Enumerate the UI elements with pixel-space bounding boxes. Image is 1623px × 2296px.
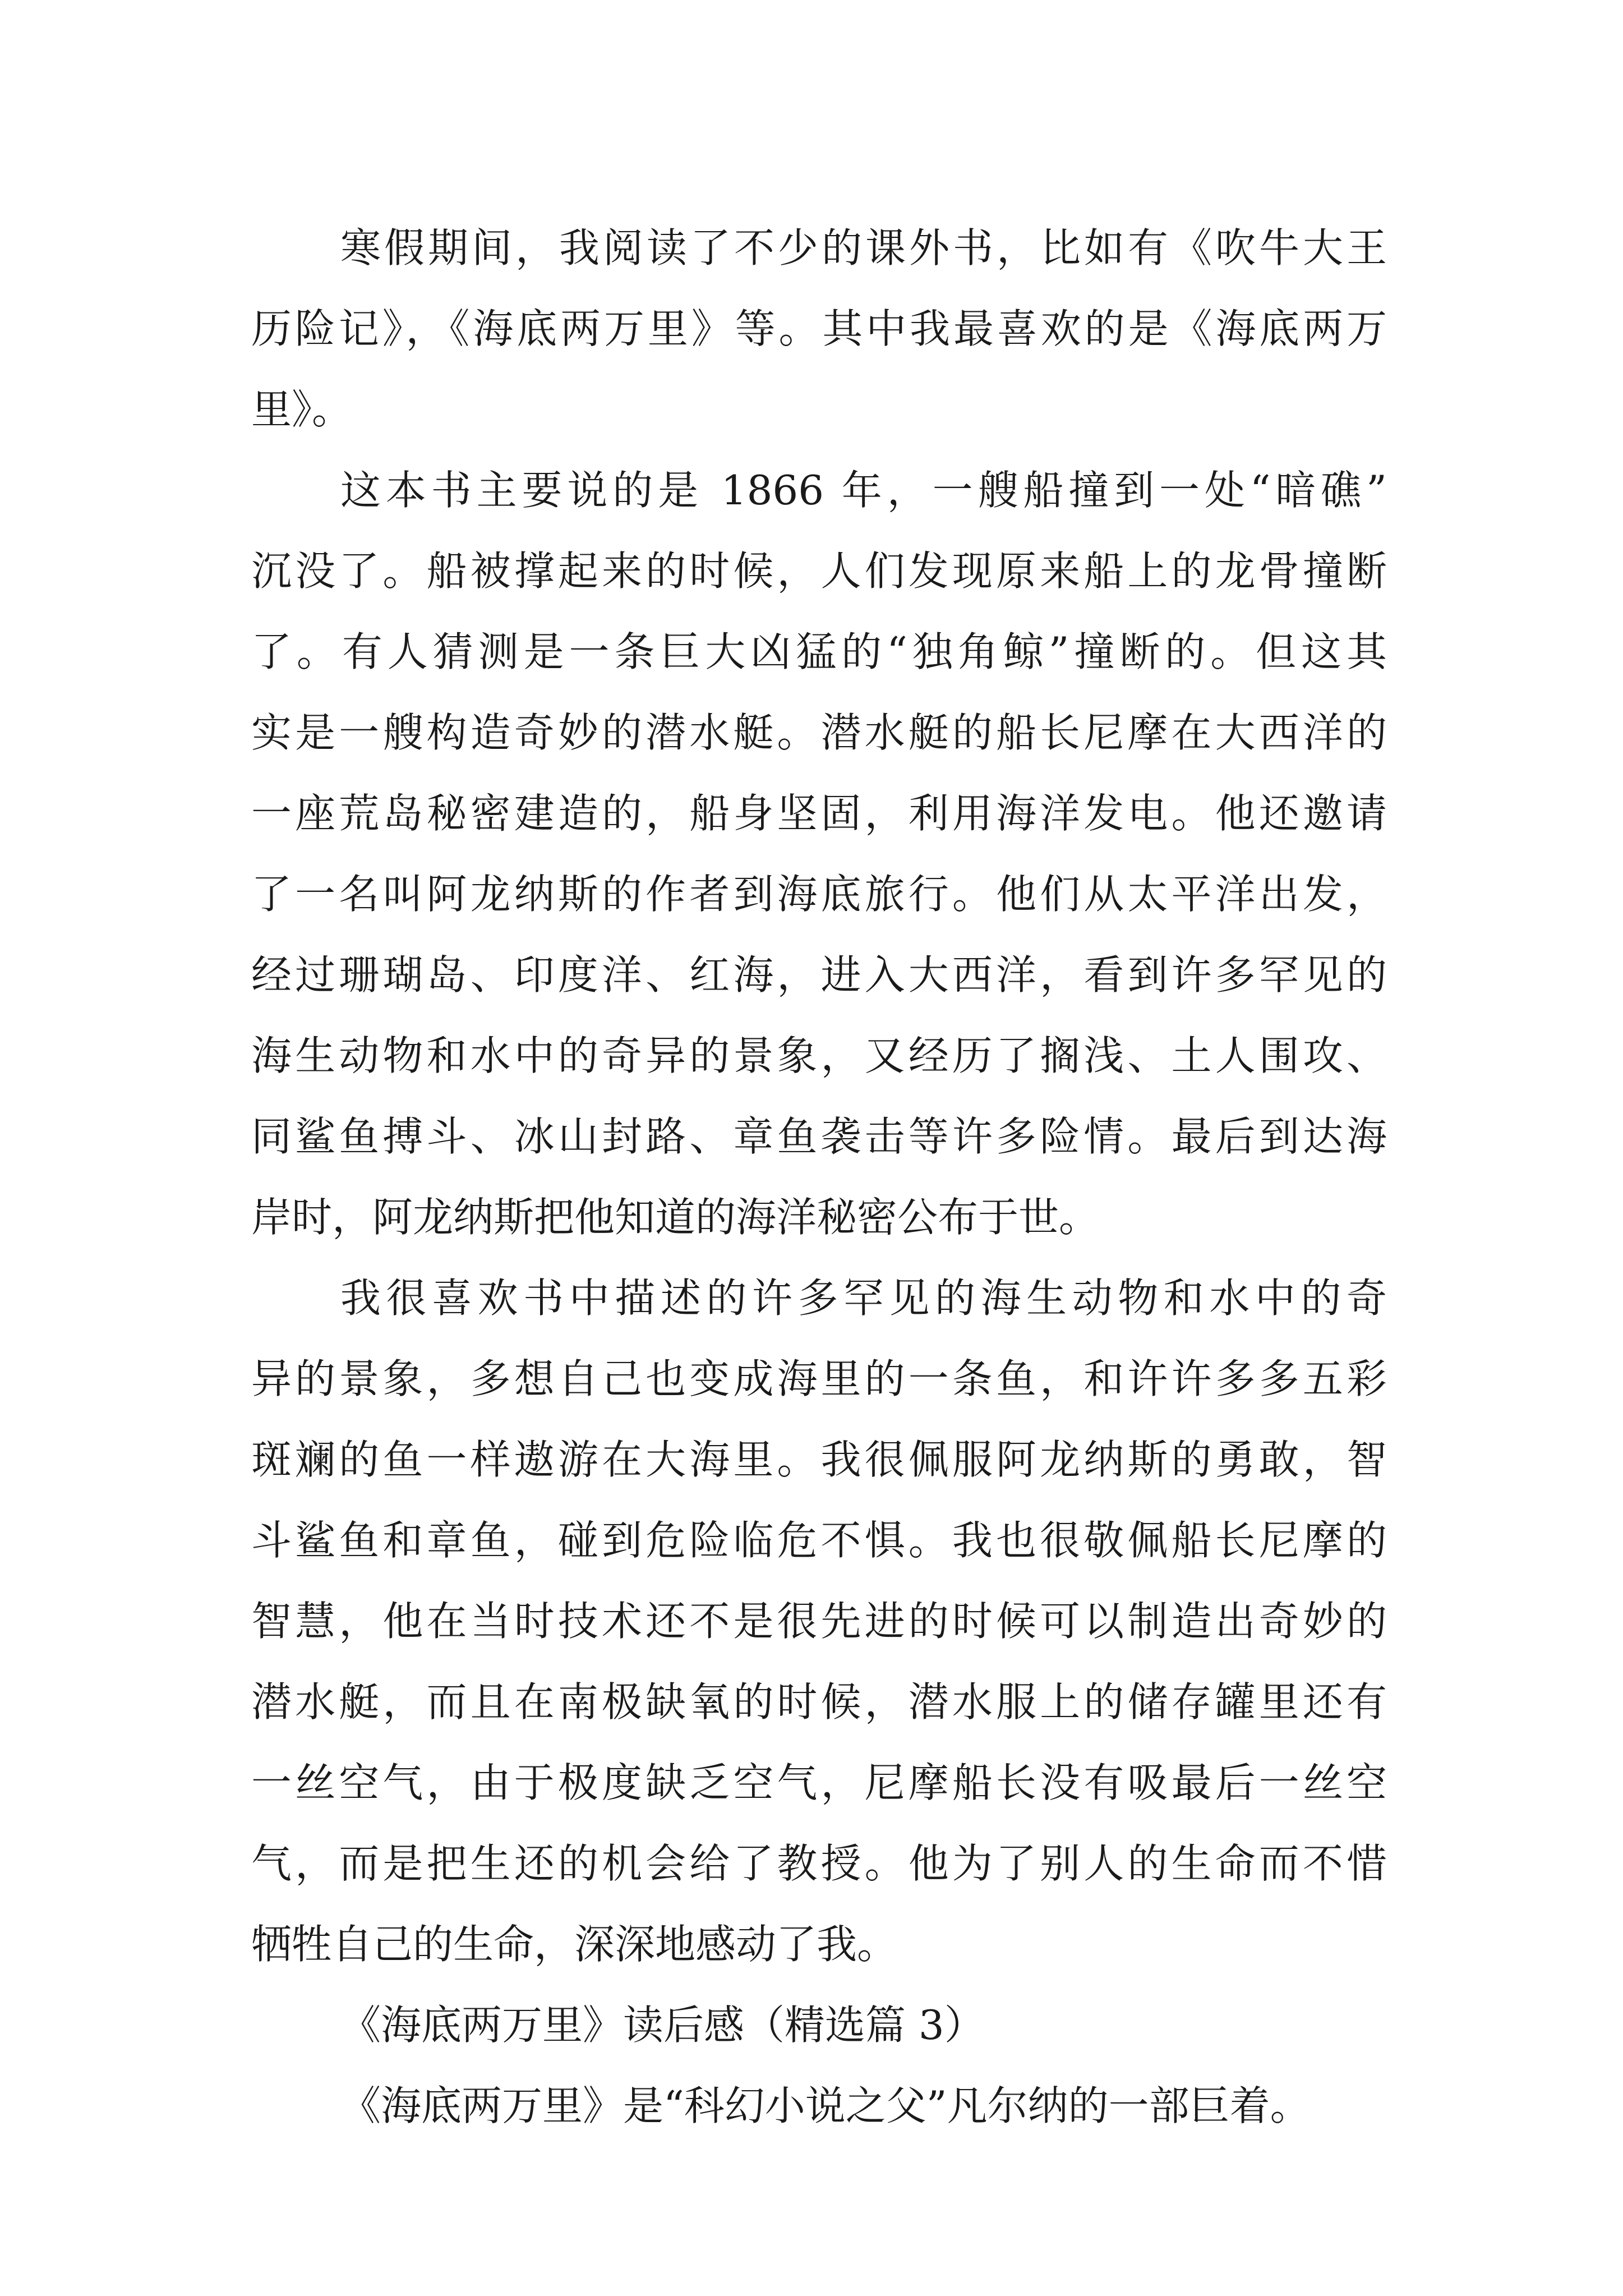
text-line: 沉没了。船被撑起来的时候，人们发现原来船上的龙骨撞断 bbox=[251, 547, 1387, 595]
text-line: 异的景象，多想自己也变成海里的一条鱼，和许许多多五彩 bbox=[251, 1355, 1387, 1402]
text-line: 牺牲自己的生命，深深地感动了我。 bbox=[251, 1921, 898, 1968]
text-line: 历险记》，《海底两万里》等。其中我最喜欢的是《海底两万 bbox=[251, 305, 1387, 352]
text-line: 斗鲨鱼和章鱼，碰到危险临危不惧。我也很敬佩船长尼摩的 bbox=[251, 1517, 1387, 1564]
text-line: 实是一艘构造奇妙的潜水艇。潜水艇的船长尼摩在大西洋的 bbox=[251, 709, 1387, 756]
text-line: 经过珊瑚岛、印度洋、红海，进入大西洋，看到许多罕见的 bbox=[251, 951, 1387, 999]
paragraph-1 bbox=[251, 208, 1387, 450]
text-line: 同鲨鱼搏斗、冰山封路、章鱼袭击等许多险情。最后到达海 bbox=[251, 1113, 1387, 1160]
text-line: 我很喜欢书中描述的许多罕见的海生动物和水中的奇 bbox=[340, 1274, 1387, 1322]
text-line: 岸时，阿龙纳斯把他知道的海洋秘密公布于世。 bbox=[251, 1194, 1100, 1241]
text-line: 斑斓的鱼一样遨游在大海里。我很佩服阿龙纳斯的勇敢，智 bbox=[251, 1436, 1387, 1483]
text-line: 一座荒岛秘密建造的，船身坚固，利用海洋发电。他还邀请 bbox=[251, 790, 1387, 837]
text-line: 了一名叫阿龙纳斯的作者到海底旅行。他们从太平洋出发， bbox=[251, 871, 1387, 918]
paragraph-2 bbox=[251, 450, 1387, 1258]
text-line: 了。有人猜测是一条巨大凶猛的“独角鲸”撞断的。但这其 bbox=[251, 628, 1387, 675]
document-body bbox=[251, 208, 1387, 2146]
text-line: 这本书主要说的是 1866 年，一艘船撞到一处“暗礁” bbox=[340, 467, 1387, 514]
text-line: 《海底两万里》是“科幻小说之父”凡尔纳的一部巨着。 bbox=[340, 2082, 1311, 2129]
paragraph-3 bbox=[251, 1258, 1387, 1985]
paragraph-5 bbox=[251, 2065, 1387, 2146]
text-line: 气，而是把生还的机会给了教授。他为了别人的生命而不惜 bbox=[251, 1840, 1387, 1887]
text-line: 《海底两万里》读后感（精选篇 3） bbox=[340, 2001, 985, 2049]
text-line: 里》。 bbox=[251, 386, 353, 433]
section-heading bbox=[251, 1985, 1387, 2065]
text-line: 智慧，他在当时技术还不是很先进的时候可以制造出奇妙的 bbox=[251, 1598, 1387, 1645]
text-line: 寒假期间，我阅读了不少的课外书，比如有《吹牛大王 bbox=[340, 224, 1387, 272]
text-line: 一丝空气，由于极度缺乏空气，尼摩船长没有吸最后一丝空 bbox=[251, 1759, 1387, 1806]
text-line: 海生动物和水中的奇异的景象，又经历了搁浅、土人围攻、 bbox=[251, 1032, 1387, 1079]
text-line: 潜水艇，而且在南极缺氧的时候，潜水服上的储存罐里还有 bbox=[251, 1678, 1387, 1726]
